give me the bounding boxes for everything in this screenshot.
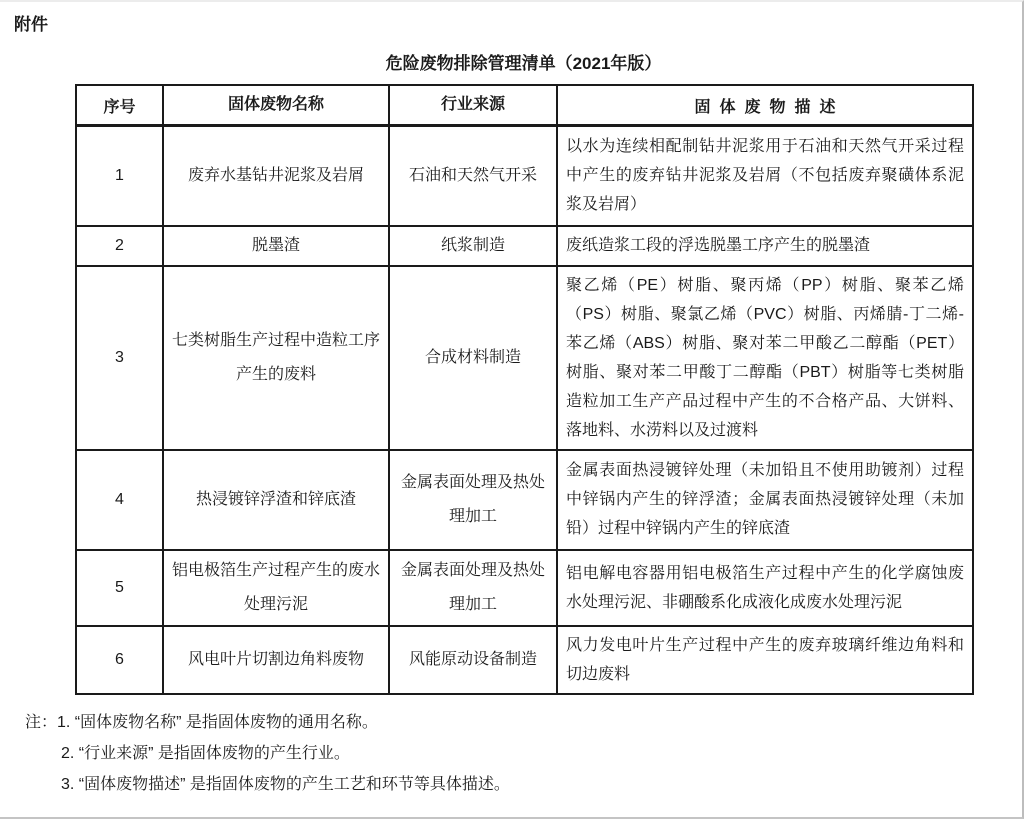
row-waste-name: 热浸镀锌浮渣和锌底渣 xyxy=(163,450,389,550)
row-waste-description: 聚乙烯（PE）树脂、聚丙烯（PP）树脂、聚苯乙烯（PS）树脂、聚氯乙烯（PVC）树脂、丙烯腈-丁二烯-苯乙烯（ABS）树脂、聚对苯二甲酸乙二醇酯（PET）树脂、聚对苯二甲酸丁二醇酯（PBT）树脂等七类树脂造粒加工生产产品过程中产生的不合格产品、大饼料、落地料、水涝料以及过渡料 xyxy=(557,266,973,450)
row-industry-source: 合成材料制造 xyxy=(389,266,557,450)
notes-section xyxy=(25,707,1022,800)
attachment-label: 附件 xyxy=(14,15,48,34)
row-serial-number: 6 xyxy=(76,626,163,694)
row-waste-name: 废弃水基钻井泥浆及岩屑 xyxy=(163,126,389,226)
row-waste-description: 以水为连续相配制钻井泥浆用于石油和天然气开采过程中产生的废弃钻井泥浆及岩屑（不包括废弃聚磺体系泥浆及岩屑） xyxy=(557,126,973,226)
row-waste-description: 金属表面热浸镀锌处理（未加铅且不使用助镀剂）过程中锌锅内产生的锌浮渣；金属表面热浸镀锌处理（未加铅）过程中锌锅内产生的锌底渣 xyxy=(557,450,973,550)
row-waste-description: 废纸造浆工段的浮选脱墨工序产生的脱墨渣 xyxy=(557,226,973,266)
header-row xyxy=(76,85,973,126)
header-waste-name: 固体废物名称 xyxy=(163,85,389,126)
header-serial-number: 序号 xyxy=(76,85,163,126)
table-row xyxy=(76,550,973,626)
row-industry-source: 石油和天然气开采 xyxy=(389,126,557,226)
row-waste-description: 风力发电叶片生产过程中产生的废弃玻璃纤维边角料和切边废料 xyxy=(557,626,973,694)
row-industry-source: 金属表面处理及热处理加工 xyxy=(389,550,557,626)
header-industry-source: 行业来源 xyxy=(389,85,557,126)
note-item: 1. “固体废物名称” 是指固体废物的通用名称。 xyxy=(57,713,378,731)
row-waste-name: 铝电极箔生产过程产生的废水处理污泥 xyxy=(163,550,389,626)
table-row xyxy=(76,266,973,450)
row-industry-source: 风能原动设备制造 xyxy=(389,626,557,694)
row-waste-name: 七类树脂生产过程中造粒工序产生的废料 xyxy=(163,266,389,450)
row-serial-number: 2 xyxy=(76,226,163,266)
row-waste-description: 铝电解电容器用铝电极箔生产过程中产生的化学腐蚀废水处理污泥、非硼酸系化成液化成废水处理污泥 xyxy=(557,550,973,626)
row-waste-name: 脱墨渣 xyxy=(163,226,389,266)
header-waste-description: 固体废物描述 xyxy=(557,85,973,126)
note-item: 2. “行业来源” 是指固体废物的产生行业。 xyxy=(61,744,350,762)
row-serial-number: 4 xyxy=(76,450,163,550)
row-industry-source: 金属表面处理及热处理加工 xyxy=(389,450,557,550)
notes-label: 注： xyxy=(25,713,58,731)
table-row xyxy=(76,626,973,694)
note-item: 3. “固体废物描述” 是指固体废物的产生工艺和环节等具体描述。 xyxy=(61,775,510,793)
row-serial-number: 1 xyxy=(76,126,163,226)
row-serial-number: 3 xyxy=(76,266,163,450)
table-row xyxy=(76,450,973,550)
row-serial-number: 5 xyxy=(76,550,163,626)
table-row xyxy=(76,126,973,226)
table-row xyxy=(76,226,973,266)
row-waste-name: 风电叶片切割边角料废物 xyxy=(163,626,389,694)
page-title: 危险废物排除管理清单（2021年版） xyxy=(385,54,662,73)
note-line xyxy=(25,707,1022,738)
waste-table xyxy=(75,84,974,695)
row-industry-source: 纸浆制造 xyxy=(389,226,557,266)
